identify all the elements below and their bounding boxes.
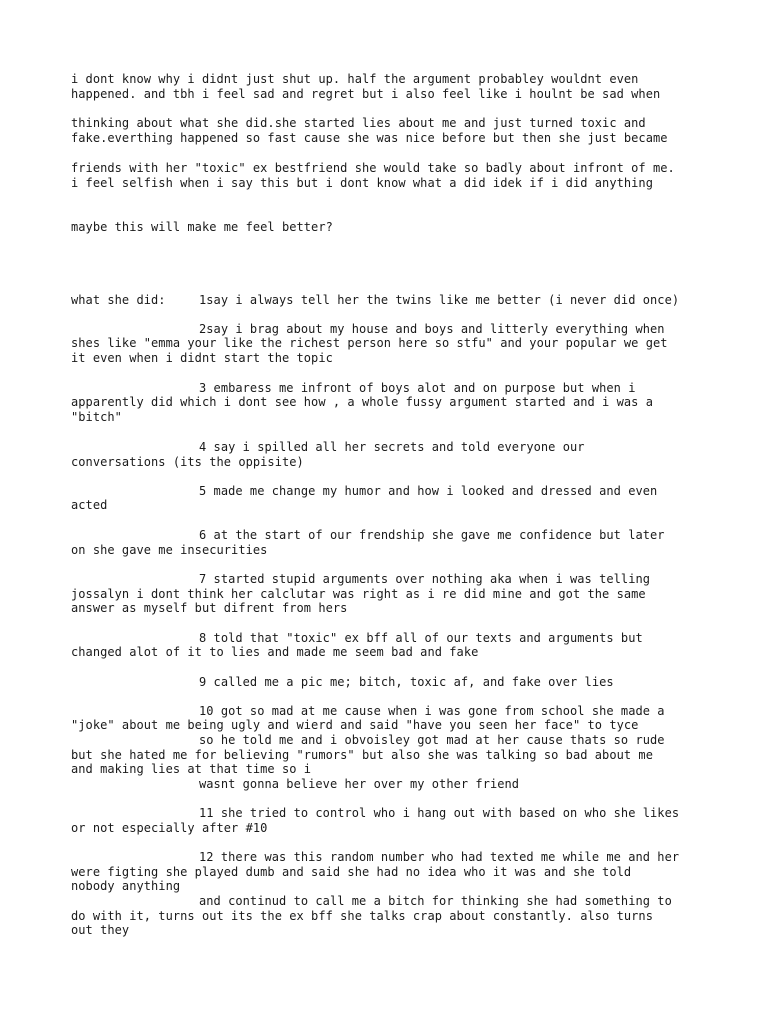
list-item-12: 12 there was this random number who had texted me while me and her [199, 850, 680, 864]
list-item-9: 9 called me a pic me; bitch, toxic af, and fake over lies [199, 675, 614, 689]
intro-line: i dont know why i didnt just shut up. half the argument probabley wouldnt even [71, 72, 639, 86]
list-item-12-cont: nobody anything [71, 879, 181, 893]
list-item-10: 10 got so mad at me cause when i was gone from school she made a [199, 704, 665, 718]
list-item-2: 2say i brag about my house and boys and litterly everything when [199, 322, 665, 336]
list-item-3-cont: "bitch" [71, 410, 122, 424]
list-item-10-cont: "joke" about me being ugly and wierd and said "have you seen her face" to tyce [71, 718, 639, 732]
list-item-5: 5 made me change my humor and how i looked and dressed and even [199, 484, 658, 498]
intro-line: friends with her "toxic" ex bestfriend she would take so badly about infront of me. [71, 161, 675, 175]
list-item-2-cont: it even when i didnt start the topic [71, 351, 333, 365]
list-item-7-cont: answer as myself but difrent from hers [71, 601, 348, 615]
list-item-3-cont: apparently did which i dont see how , a whole fussy argument started and i was a [71, 395, 653, 409]
list-item-4-cont: conversations (its the oppisite) [71, 455, 304, 469]
list-item-6-cont: on she gave me insecurities [71, 543, 268, 557]
list-item-3: 3 embaress me infront of boys alot and on purpose but when i [199, 381, 636, 395]
list-label: what she did: [71, 293, 166, 307]
list-item-12-cont: out they [71, 923, 130, 937]
list-item-4: 4 say i spilled all her secrets and told everyone our [199, 440, 585, 454]
list-item-7-cont: jossalyn i dont think her calclutar was right as i re did mine and got the same [71, 587, 646, 601]
intro-line: fake.everthing happened so fast cause she was nice before but then she just became [71, 131, 668, 145]
list-item-8: 8 told that "toxic" ex bff all of our texts and arguments but [199, 631, 643, 645]
intro-line: thinking about what she did.she started lies about me and just turned toxic and [71, 116, 646, 130]
list-item-2-cont: shes like "emma your like the richest person here so stfu" and your popular we get [71, 336, 668, 350]
intro-line: maybe this will make me feel better? [71, 220, 333, 234]
list-item-10-cont: but she hated me for believing "rumors" but also she was talking so bad about me [71, 748, 653, 762]
list-item-7: 7 started stupid arguments over nothing aka when i was telling [199, 572, 651, 586]
list-item-10-cont: and making lies at that time so i [71, 762, 312, 776]
list-item-8-cont: changed alot of it to lies and made me seem bad and fake [71, 645, 479, 659]
list-item-5-cont: acted [71, 498, 108, 512]
intro-line: i feel selfish when i say this but i dont know what a did idek if i did anything [71, 176, 653, 190]
list-item-12-cont: and continud to call me a bitch for thinking she had something to [199, 894, 672, 908]
list-item-11: 11 she tried to control who i hang out with based on who she likes [199, 806, 680, 820]
list-item-12-cont: were figting she played dumb and said she had no idea who it was and she told [71, 865, 632, 879]
list-item-6: 6 at the start of our frendship she gave me confidence but later [199, 528, 665, 542]
intro-line: happened. and tbh i feel sad and regret but i also feel like i houlnt be sad when [71, 87, 661, 101]
list-item-10-cont: wasnt gonna believe her over my other friend [199, 777, 520, 791]
list-item-10-cont: so he told me and i obvoisley got mad at her cause thats so rude [199, 733, 665, 747]
list-item-1: 1say i always tell her the twins like me better (i never did once) [199, 293, 680, 307]
list-item-11-cont: or not especially after #10 [71, 821, 268, 835]
list-item-12-cont: do with it, turns out its the ex bff she talks crap about constantly. also turns [71, 909, 653, 923]
